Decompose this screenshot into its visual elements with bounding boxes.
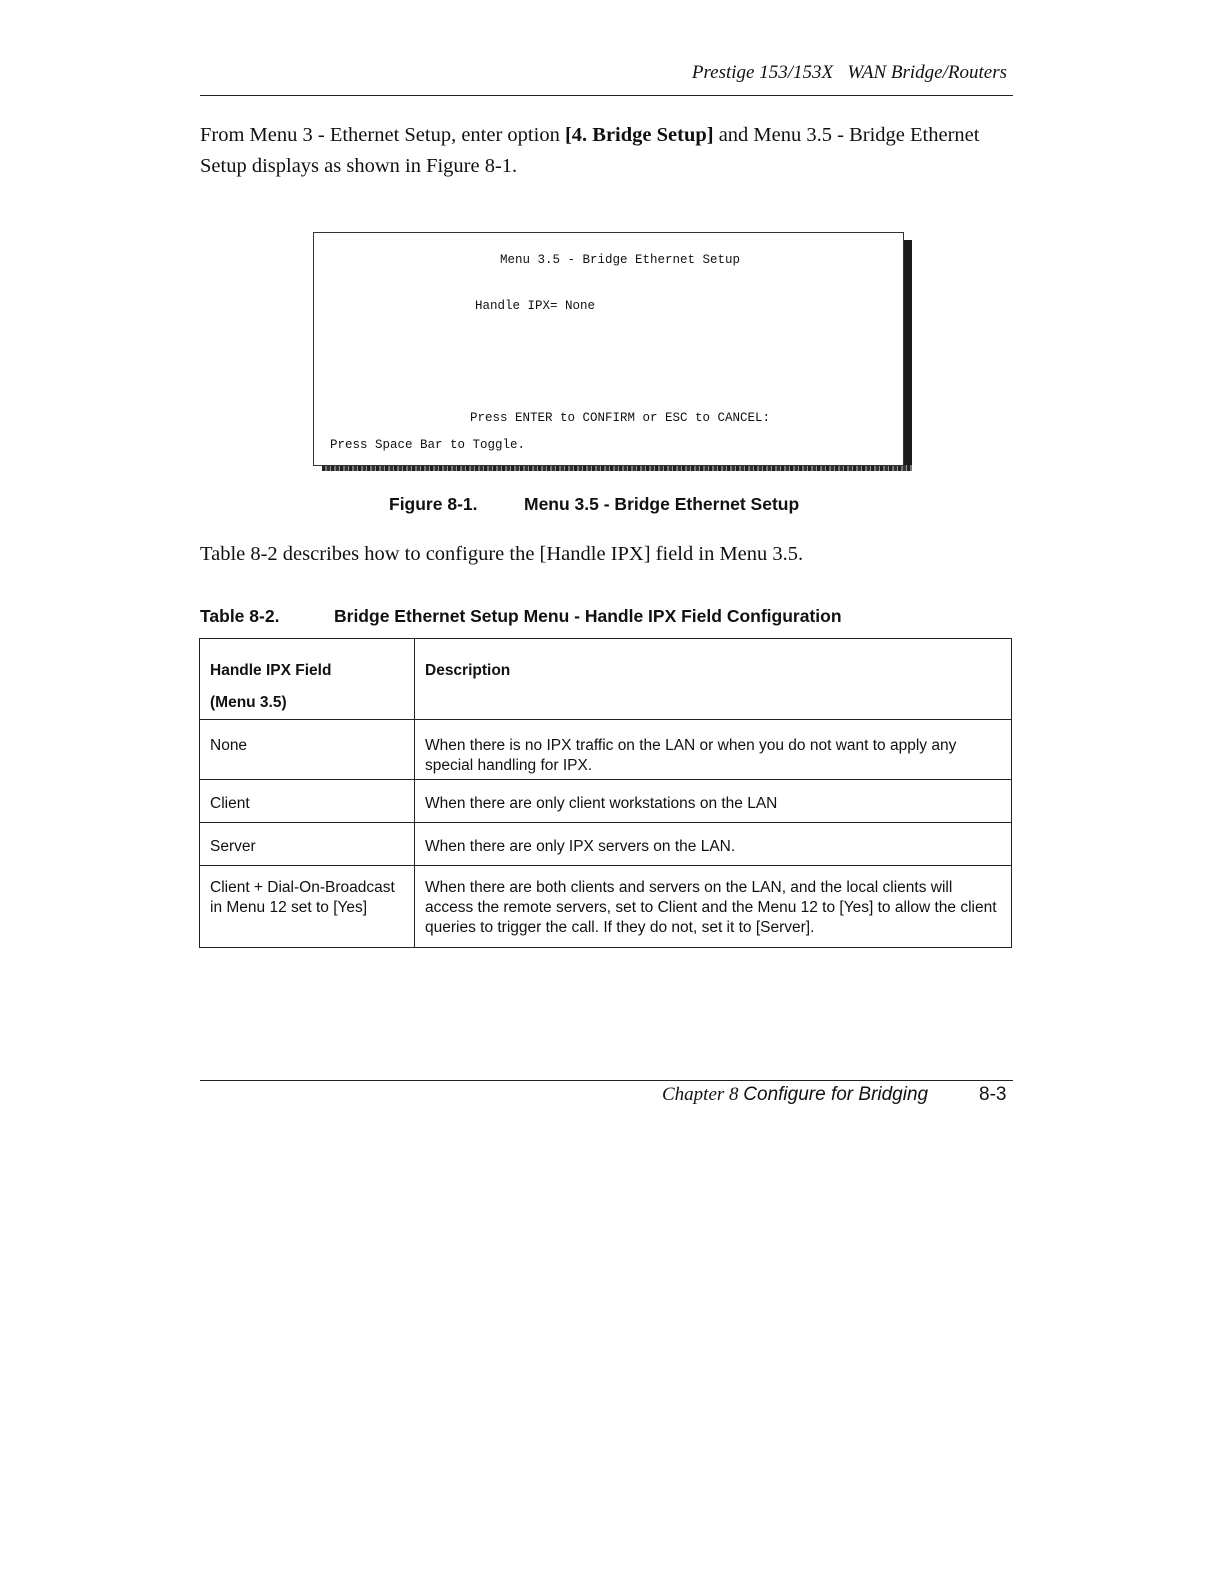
footer-rule [200, 1080, 1013, 1081]
table-header-row [200, 639, 1012, 720]
description-cell: When there are only client workstations on the LAN [415, 780, 1012, 823]
field-cell: Server [200, 823, 415, 866]
table-row [200, 720, 1012, 780]
screen-confirm-prompt: Press ENTER to CONFIRM or ESC to CANCEL: [470, 411, 771, 425]
figure-number: Figure 8-1. [389, 494, 478, 514]
intro-paragraph [200, 120, 1000, 182]
header-field-column [200, 639, 415, 720]
header-field-line1: Handle IPX Field [210, 662, 332, 679]
table-row [200, 823, 1012, 866]
description-cell: When there are only IPX servers on the LAN. [415, 823, 1012, 866]
field-cell: Client + Dial-On-Broadcast in Menu 12 set to [Yes] [200, 866, 415, 948]
running-header: Prestige 153/153X WAN Bridge/Routers [691, 62, 1007, 83]
footer-page-number: 8-3 [979, 1084, 1007, 1105]
header-field-line2: (Menu 3.5) [210, 694, 287, 711]
table-intro-paragraph: Table 8-2 describes how to configure the [Handle IPX] field in Menu 3.5. [200, 543, 804, 565]
screen-toggle-hint: Press Space Bar to Toggle. [330, 438, 526, 452]
header-rule [200, 95, 1013, 96]
intro-bold-option: [4. Bridge Setup] [564, 124, 714, 146]
table-row [200, 780, 1012, 823]
handle-ipx-field: Handle IPX= None [475, 299, 596, 313]
intro-text-1: From Menu 3 - Ethernet Setup, enter option [200, 124, 565, 146]
table-row [200, 866, 1012, 948]
description-cell: When there is no IPX traffic on the LAN or when you do not want to apply any special handling for IPX. [415, 720, 1012, 780]
footer-chapter-title: Configure for Bridging [743, 1084, 929, 1105]
handle-ipx-config-table [199, 638, 1012, 948]
screen-menu-title: Menu 3.5 - Bridge Ethernet Setup [500, 253, 741, 267]
screen-shadow-right [903, 240, 912, 470]
field-cell: Client [200, 780, 415, 823]
footer-chapter-label: Chapter 8 [662, 1084, 739, 1105]
table-number: Table 8-2. [200, 606, 280, 626]
footer-chapter [662, 1084, 928, 1106]
field-cell: None [200, 720, 415, 780]
description-cell: When there are both clients and servers on the LAN, and the local clients will access the remote servers, set to Client and the Menu 12 to [Yes] to allow the client queries to trigger the call. If they do not, set it to [Server]. [415, 866, 1012, 948]
header-description-column: Description [415, 639, 1012, 720]
figure-title: Menu 3.5 - Bridge Ethernet Setup [524, 494, 800, 514]
intro-text-2: and Menu 3.5 - Bridge Ethernet Setup displays as shown in Figure 8-1. [200, 124, 980, 177]
table-title: Bridge Ethernet Setup Menu - Handle IPX Field Configuration [334, 606, 842, 626]
terminal-screen-figure [313, 232, 904, 466]
